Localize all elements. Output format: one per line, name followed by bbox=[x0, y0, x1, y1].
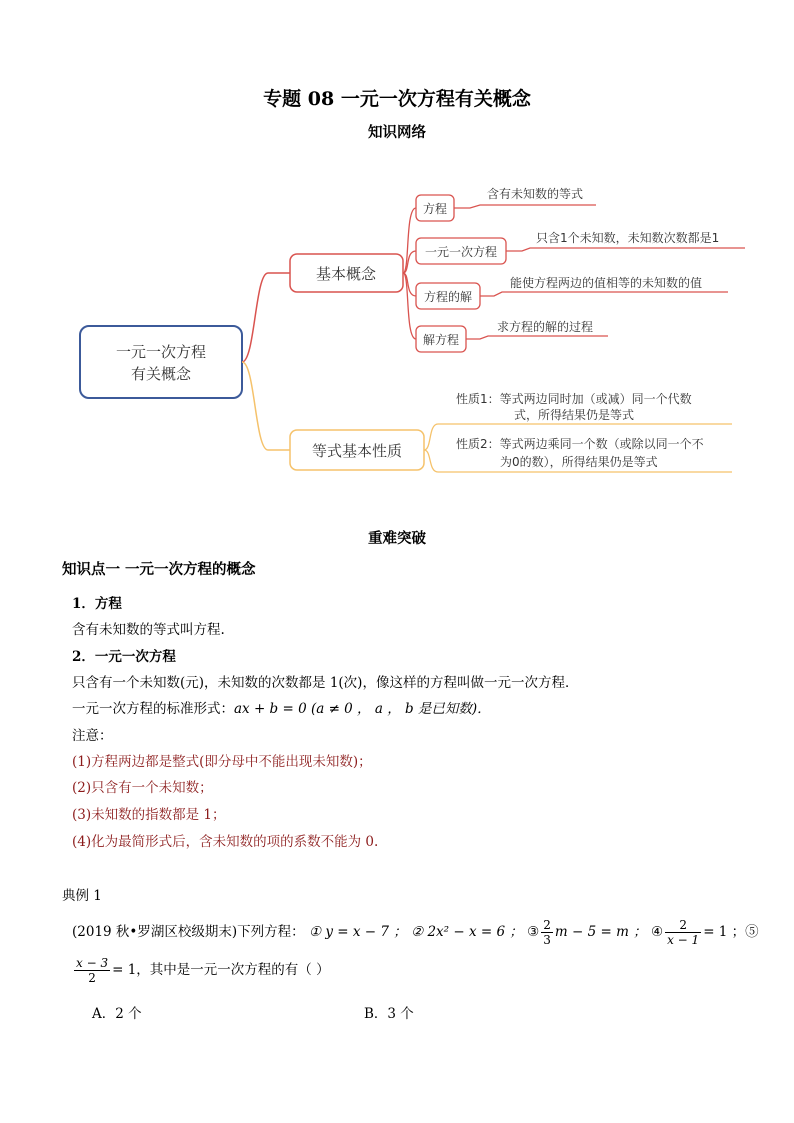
connector-basic bbox=[242, 273, 290, 362]
svg-text:只含1个未知数，未知数次数都是1: 只含1个未知数，未知数次数都是1 bbox=[536, 231, 720, 245]
mindmap-eqprops-label: 等式基本性质 bbox=[311, 442, 403, 460]
paragraph-standard-form bbox=[72, 697, 491, 717]
standard-form-label: 一元一次方程的标准形式： bbox=[72, 701, 234, 717]
mindmap-prop-2 bbox=[456, 436, 704, 469]
svg-text:解方程: 解方程 bbox=[422, 333, 460, 347]
note-item: (1)方程两边都是整式(即分母中不能出现未知数)； bbox=[72, 754, 372, 770]
note-item: (2)只含有一个未知数； bbox=[72, 780, 213, 796]
example-question-line1: (2019 秋•罗湖区校级期末)下列方程： ① y = x − 7 ； ② 2x² − x = 6 ； ③ $\frac{2}{3}$ m − 5 = m ； ④ $\frac{2}{x - 1}$ = 1 ；⑤ bbox=[72, 918, 759, 947]
section-subtitle: 知识网络 bbox=[368, 124, 426, 141]
note-item: (3)未知数的指数都是 1； bbox=[72, 807, 226, 823]
svg-text:性质2：等式两边乘同一个数（或除以同一个不: 性质2：等式两边乘同一个数（或除以同一个不 bbox=[456, 437, 704, 451]
mindmap-item-linear-equation bbox=[416, 230, 745, 264]
note-label: 注意： bbox=[72, 728, 113, 744]
option-b: B．3 个 bbox=[364, 1006, 414, 1022]
example-question-line2: $\frac{x - 3}{2}$ = 1，其中是一元一次方程的有（ ） bbox=[76, 956, 330, 985]
section-title: 重难突破 bbox=[368, 530, 426, 547]
svg-text:方程的解: 方程的解 bbox=[423, 290, 473, 304]
fraction: $\frac{x - 3}{2}$ bbox=[76, 956, 109, 985]
svg-text:求方程的解的过程: 求方程的解的过程 bbox=[497, 320, 594, 334]
connector-eqprops bbox=[242, 362, 290, 450]
paragraph-linear-def: 只含有一个未知数(元)，未知数的次数都是 1(次)，像这样的方程叫做一元一次方程． bbox=[72, 675, 579, 691]
svg-text:能使方程两边的值相等的未知数的值: 能使方程两边的值相等的未知数的值 bbox=[510, 276, 703, 290]
mindmap-root-node bbox=[80, 326, 242, 398]
mindmap-root-line1: 一元一次方程 bbox=[115, 343, 207, 361]
mind-map bbox=[0, 175, 794, 485]
standard-form-formula: ax + b = 0 (a ≠ 0 ， a ， b 是已知数)． bbox=[234, 701, 491, 717]
svg-text:式，所得结果仍是等式: 式，所得结果仍是等式 bbox=[514, 408, 635, 422]
svg-text:为0的数），所得结果仍是等式: 为0的数），所得结果仍是等式 bbox=[500, 455, 658, 469]
svg-text:含有未知数的等式: 含有未知数的等式 bbox=[487, 187, 584, 201]
page-title: 专题 08 一元一次方程有关概念 bbox=[263, 88, 531, 110]
fraction: $\frac{2}{x - 1}$ bbox=[667, 918, 700, 947]
fraction: $\frac{2}{3}$ bbox=[543, 918, 551, 947]
mindmap-item-solving bbox=[416, 319, 608, 352]
heading-linear-equation: 2．一元一次方程 bbox=[72, 649, 176, 665]
mindmap-item-solution bbox=[416, 275, 728, 309]
mindmap-basic-label: 基本概念 bbox=[315, 265, 377, 283]
mindmap-item-equation bbox=[416, 186, 596, 221]
svg-text:性质1：等式两边同时加（或减）同一个代数: 性质1：等式两边同时加（或减）同一个代数 bbox=[456, 392, 692, 406]
heading-equation: 1．方程 bbox=[72, 596, 122, 612]
svg-text:方程: 方程 bbox=[422, 202, 448, 216]
option-a: A．2 个 bbox=[92, 1006, 142, 1022]
mindmap-root-line2: 有关概念 bbox=[130, 365, 192, 383]
knowledge-point-heading: 知识点一 一元一次方程的概念 bbox=[62, 561, 256, 578]
mindmap-prop-1 bbox=[456, 391, 692, 422]
example-label: 典例 1 bbox=[62, 888, 102, 904]
paragraph-equation-def: 含有未知数的等式叫方程. bbox=[72, 622, 225, 638]
note-item: (4)化为最简形式后，含未知数的项的系数不能为 0. bbox=[72, 834, 379, 850]
svg-text:一元一次方程: 一元一次方程 bbox=[424, 245, 498, 259]
